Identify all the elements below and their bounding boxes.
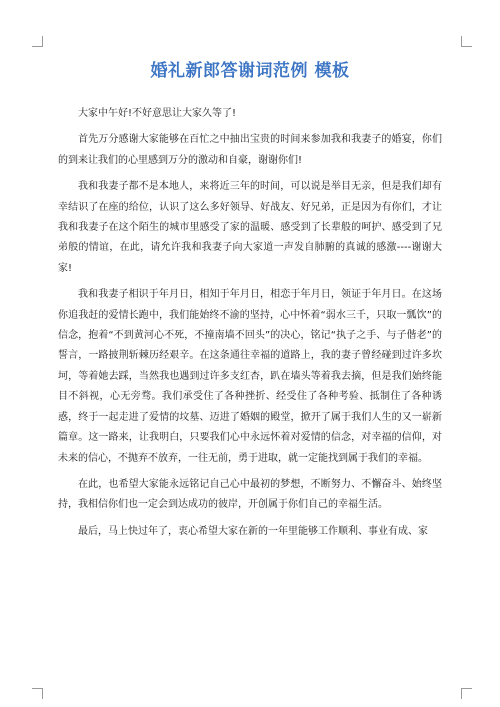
- crop-mark-top-left: [32, 36, 43, 47]
- document-title: 婚礼新郎答谢词范例 模板: [150, 61, 350, 81]
- paragraph-love-story: 我和我妻子相识于年月日，相知于年月日，相恋于年月日，领证于年月日。在这场你追我赶的爱情长跑中，我们能始终不渝的坚持，心中怀着“弱水三千，只取一瓢饮”的信念，抱着“不到黄河心不死，不撞南墙不回头”的决心，铭记“执子之手、与子偕老”的誓言，一路披荆斩棘历经艰辛。在这条通往幸福的道路上，我的妻子曾经碰到过许多坎坷，等着她去踩，当然我也遇到过许多支红杏，趴在墙头等着我去摘，但是我们始终能目不斜视，心无旁骛。我们承受住了各种挫折、经受住了各种考验、抵制住了各种诱惑，终于一起走进了爱情的坟墓、迈进了婚姻的殿堂，掀开了属于我们人生的又一崭新篇章。这一路来，让我明白，只要我们心中永远怀着对爱情的信念，对幸福的信仰，对未来的信心，不抛弃不放弃，一往无前，勇于进取，就一定能找到属于我们的幸福。: [58, 289, 442, 464]
- crop-mark-top-right: [461, 36, 472, 47]
- paragraph-wishes: 在此，也希望大家能永远铭记自己心中最初的梦想，不断努力、不懈奋斗、始终坚持，我相信你们也一定会到达成功的彼岸，开创属于你们自己的幸福生活。: [58, 478, 442, 511]
- document-page: [58, 58, 442, 548]
- crop-mark-bottom-right: [461, 688, 472, 699]
- paragraph-thanks: 首先万分感谢大家能够在百忙之中抽出宝贵的时间来参加我和我妻子的婚宴，你们的到来让我们的心里感到万分的激动和自豪，谢谢你们!: [58, 134, 442, 166]
- paragraph-closing: 最后，马上快过年了，衷心希望大家在新的一年里能够工作顺利、事业有成、家: [78, 525, 428, 537]
- crop-mark-bottom-left: [32, 688, 43, 699]
- paragraph-greeting: 大家中午好!不好意思让大家久等了!: [78, 108, 237, 119]
- paragraph-colleagues: 我和我妻子都不是本地人，来将近三年的时间，可以说是举目无亲，但是我们却有幸结识了在座的给位，认识了这么多好领导、好战友、好兄弟，正是因为有你们，才让我和我妻子在这个陌生的城市里感受了家的温暖、感受到了长辈般的呵护、感受到了兄弟般的情谊，在此，请允许我和我妻子向大家道一声发自肺腑的真诚的感激----谢谢大家!: [58, 181, 442, 274]
